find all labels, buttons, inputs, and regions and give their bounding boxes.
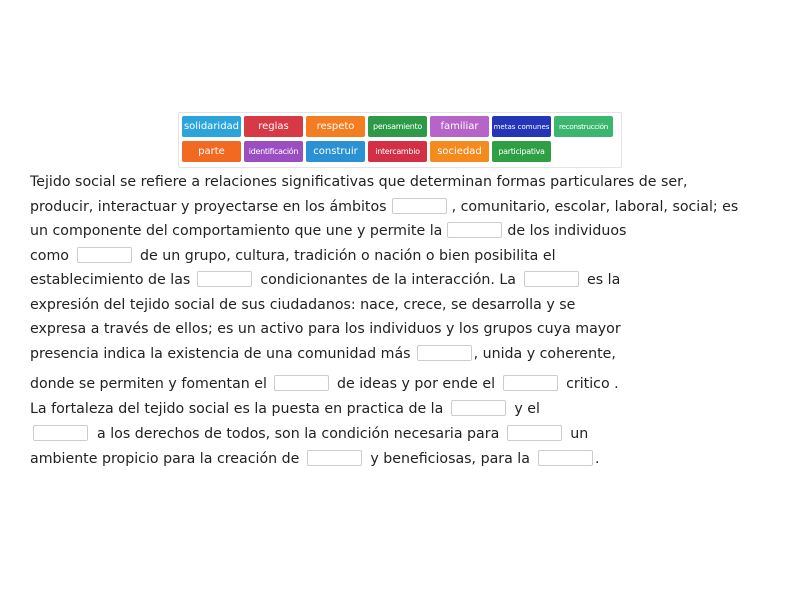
answer-blank-10[interactable] bbox=[33, 425, 88, 441]
word-chip-intercambio[interactable]: intercambio bbox=[368, 141, 427, 162]
passage-text: donde se permiten y fomentan el bbox=[30, 376, 267, 392]
passage-text: presencia indica la existencia de una comunidad más bbox=[30, 346, 411, 362]
passage-line bbox=[30, 220, 626, 242]
answer-blank-5[interactable] bbox=[524, 271, 579, 287]
passage-text: y el bbox=[514, 401, 540, 417]
passage-text: de los individuos bbox=[507, 223, 627, 239]
answer-blank-1[interactable] bbox=[392, 198, 447, 214]
answer-blank-13[interactable] bbox=[538, 450, 593, 466]
passage-line bbox=[30, 269, 620, 291]
passage-text: , comunitario, escolar, laboral, social; es bbox=[451, 199, 739, 215]
word-chip-sociedad[interactable]: sociedad bbox=[430, 141, 489, 162]
answer-blank-2[interactable] bbox=[447, 222, 502, 238]
passage-line bbox=[30, 398, 540, 420]
answer-blank-6[interactable] bbox=[417, 345, 472, 361]
passage-text: un componente del comportamiento que une y permite la bbox=[30, 223, 443, 239]
answer-blank-11[interactable] bbox=[507, 425, 562, 441]
passage-text: un bbox=[570, 426, 589, 442]
word-chip-reglas[interactable]: reglas bbox=[244, 116, 303, 137]
passage-line bbox=[30, 373, 619, 395]
answer-blank-4[interactable] bbox=[197, 271, 252, 287]
passage-text: expresa a través de ellos; es un activo para los individuos y los grupos cuya mayor bbox=[30, 321, 621, 337]
word-chip-metas-comunes[interactable]: metas comunes bbox=[492, 116, 551, 137]
passage-text: producir, interactuar y proyectarse en los ámbitos bbox=[30, 199, 387, 215]
word-chip-solidaridad[interactable]: solidaridad bbox=[182, 116, 241, 137]
answer-blank-3[interactable] bbox=[77, 247, 132, 263]
word-chip-reconstruccion[interactable]: reconstrucción bbox=[554, 116, 613, 137]
word-chip-participativa[interactable]: participativa bbox=[492, 141, 551, 162]
passage-line bbox=[30, 171, 687, 193]
passage-text: critico . bbox=[566, 376, 619, 392]
passage-text: . bbox=[594, 451, 600, 467]
passage-text: ambiente propicio para la creación de bbox=[30, 451, 300, 467]
passage-line bbox=[30, 343, 616, 365]
passage-text: expresión del tejido social de sus ciudadanos: nace, crece, se desarrolla y se bbox=[30, 297, 576, 313]
passage-text: Tejido social se refiere a relaciones significativas que determinan formas particulares de ser, bbox=[30, 174, 688, 190]
passage-line bbox=[30, 245, 556, 267]
passage-text: y beneficiosas, para la bbox=[370, 451, 530, 467]
word-chip-identificacion[interactable]: identificación bbox=[244, 141, 303, 162]
word-chip-familiar[interactable]: familiar bbox=[430, 116, 489, 137]
passage-text: establecimiento de las bbox=[30, 272, 191, 288]
passage-text: de un grupo, cultura, tradición o nación o bien posibilita el bbox=[139, 248, 556, 264]
word-chip-respeto[interactable]: respeto bbox=[306, 116, 365, 137]
answer-blank-12[interactable] bbox=[307, 450, 362, 466]
passage-text: condicionantes de la interacción. La bbox=[260, 272, 516, 288]
passage-text: a los derechos de todos, son la condición necesaria para bbox=[97, 426, 500, 442]
passage-text: de ideas y por ende el bbox=[336, 376, 496, 392]
answer-blank-8[interactable] bbox=[503, 375, 558, 391]
passage-line bbox=[30, 448, 599, 470]
passage-line bbox=[30, 196, 738, 218]
passage-text: como bbox=[30, 248, 69, 264]
passage-text: , unida y coherente, bbox=[473, 346, 616, 362]
answer-blank-9[interactable] bbox=[451, 400, 506, 416]
passage-line bbox=[30, 294, 575, 316]
word-chip-construir[interactable]: construir bbox=[306, 141, 365, 162]
passage-line bbox=[30, 423, 588, 445]
passage-text: es la bbox=[587, 272, 621, 288]
word-chip-parte[interactable]: parte bbox=[182, 141, 241, 162]
passage-line bbox=[30, 318, 621, 340]
word-chip-pensamiento[interactable]: pensamiento bbox=[368, 116, 427, 137]
passage-text: La fortaleza del tejido social es la puesta en practica de la bbox=[30, 401, 444, 417]
answer-blank-7[interactable] bbox=[274, 375, 329, 391]
